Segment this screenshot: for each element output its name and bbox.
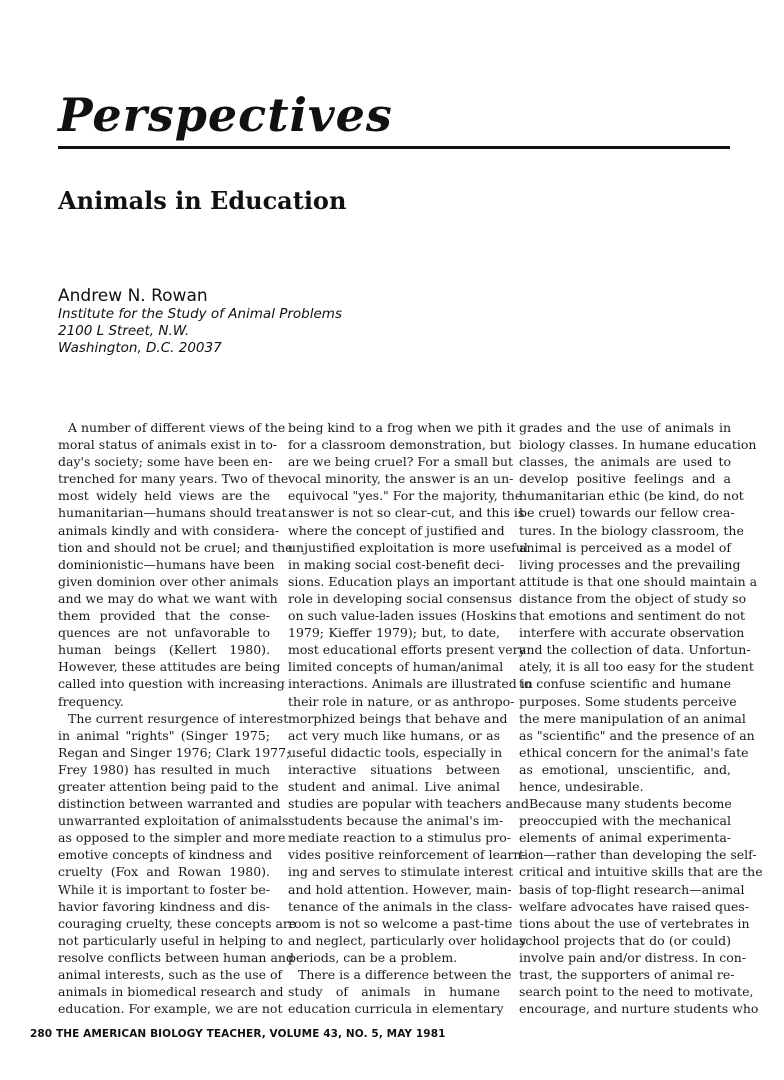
body-text-line: most educational efforts present very: [288, 642, 526, 658]
body-text-line: The current resurgence of interest: [68, 710, 289, 726]
author-address-street: 2100 L Street, N.W.: [58, 323, 190, 339]
author-block: [58, 286, 458, 357]
body-text-line: Because many students become: [529, 796, 732, 812]
body-text-line: studies are popular with teachers and: [288, 796, 529, 812]
body-text-line: classes, the animals are used to: [519, 454, 731, 470]
body-text-line: develop positive feelings and a: [519, 471, 731, 487]
body-text-line: and neglect, particularly over holiday: [288, 932, 527, 948]
body-text-line: resolve conflicts between human and: [58, 949, 294, 965]
body-text-line: trast, the supporters of animal re-: [519, 967, 735, 982]
body-text-line: education. For example, we are not: [58, 1001, 283, 1017]
body-text-line: students because the animal's im-: [288, 813, 504, 829]
body-text-line: as opposed to the simpler and more: [58, 830, 286, 846]
body-text-line: and the collection of data. Unfortun-: [519, 642, 751, 658]
body-text-line: ately, it is all too easy for the student: [519, 659, 754, 675]
body-text-line: quences are not unfavorable to: [58, 625, 270, 641]
body-text-line: attitude is that one should maintain a: [519, 573, 758, 589]
body-text-line: vides positive reinforcement of learn-: [288, 847, 526, 863]
body-text-line: cruelty (Fox and Rowan 1980).: [58, 864, 270, 880]
body-text-line: distinction between warranted and: [58, 796, 281, 812]
body-text-line: animals kindly and with considera-: [58, 522, 280, 538]
body-text-line: basis of top-flight research—animal: [519, 881, 745, 897]
body-text-line: emotive concepts of kindness and: [58, 847, 273, 863]
author-name: Andrew N. Rowan: [58, 286, 208, 306]
body-text-line: There is a difference between the: [298, 967, 512, 982]
author-affiliation: Institute for the Study of Animal Problems: [58, 306, 342, 322]
body-text-line: interfere with accurate observation: [519, 625, 745, 641]
body-text-line: where the concept of justified and: [288, 522, 505, 538]
article-title: Animals in Education: [58, 186, 347, 215]
body-text-line: answer is not so clear-cut, and this is: [288, 505, 525, 521]
body-text-line: search point to the need to motivate,: [519, 984, 754, 1000]
header-rule: [58, 146, 730, 149]
body-text-line: useful didactic tools, especially in: [288, 744, 503, 760]
body-text-line: sions. Education plays an important: [288, 573, 516, 589]
body-text-line: unwarranted exploitation of animals: [58, 813, 289, 829]
body-text-line: involve pain and/or distress. In con-: [519, 949, 747, 965]
body-text-line: hence, undesirable.: [519, 778, 644, 794]
body-text-line: for a classroom demonstration, but: [288, 437, 511, 453]
body-text-line: being kind to a frog when we pith it: [288, 420, 516, 435]
body-text-line: study of animals in humane: [288, 984, 500, 1000]
body-text-line: ing and serves to stimulate interest: [288, 864, 514, 880]
body-text-line: Regan and Singer 1976; Clark 1977;: [58, 744, 291, 760]
body-text-line: frequency.: [58, 693, 124, 709]
body-text-line: animal interests, such as the use of: [58, 967, 283, 982]
body-text-line: tions about the use of vertebrates in: [519, 915, 750, 931]
body-text-line: them provided that the conse-: [58, 608, 270, 624]
body-text-line: grades and the use of animals in: [519, 420, 731, 435]
body-text-line: school projects that do (or could): [519, 932, 731, 948]
body-text-line: in animal "rights" (Singer 1975;: [58, 727, 270, 743]
body-text-line: greater attention being paid to the: [58, 778, 279, 794]
body-text-line: education curricula in elementary: [288, 1001, 504, 1017]
body-text-line: role in developing social consensus: [288, 590, 512, 606]
body-text-line: their role in nature, or as anthropo-: [288, 693, 515, 709]
body-text-line: However, these attitudes are being: [58, 659, 281, 675]
body-text-line: that emotions and sentiment do not: [519, 608, 746, 624]
body-text-line: 1979; Kieffer 1979); but, to date,: [288, 625, 500, 641]
body-text-line: tion and should not be cruel; and the: [58, 539, 293, 555]
body-text-line: distance from the object of study so: [519, 590, 747, 606]
page-footer: 280 THE AMERICAN BIOLOGY TEACHER, VOLUME 43, NO. 5, MAY 1981: [30, 1028, 446, 1040]
body-text-line: tenance of the animals in the class-: [288, 898, 513, 914]
body-text-line: in making social cost-benefit deci-: [288, 556, 505, 572]
body-text-line: room is not so welcome a past-time: [288, 915, 513, 931]
body-text-line: ethical concern for the animal's fate: [519, 744, 749, 760]
body-text-line: equivocal "yes." For the majority, the: [288, 488, 523, 504]
body-text-line: most widely held views are the: [58, 488, 270, 504]
body-text-line: unjustified exploitation is more useful: [288, 539, 528, 555]
body-text-line: mediate reaction to a stimulus pro-: [288, 830, 511, 846]
body-text-line: animal is perceived as a model of: [519, 539, 731, 555]
section-title: Perspectives: [58, 88, 393, 142]
body-text-line: not particularly useful in helping to: [58, 932, 284, 948]
body-column-2: [288, 419, 533, 1017]
author-address-city: Washington, D.C. 20037: [58, 340, 222, 356]
body-text-line: interactive situations between: [288, 761, 500, 777]
body-text-line: be cruel) towards our fellow crea-: [519, 505, 735, 521]
body-text-line: Frey 1980) has resulted in much: [58, 761, 270, 777]
body-text-line: trenched for many years. Two of the: [58, 471, 289, 487]
body-text-line: While it is important to foster be-: [58, 881, 270, 897]
body-text-line: encourage, and nurture students who: [519, 1001, 759, 1017]
body-text-line: preoccupied with the mechanical: [519, 813, 731, 829]
body-text-line: elements of animal experimenta-: [519, 830, 731, 846]
body-text-line: havior favoring kindness and dis-: [58, 898, 270, 914]
body-text-line: welfare advocates have raised ques-: [519, 898, 750, 914]
body-text-line: called into question with increasing: [58, 676, 285, 692]
body-text-line: couraging cruelty, these concepts are: [58, 915, 297, 931]
body-text-line: tures. In the biology classroom, the: [519, 522, 744, 538]
body-text-line: and hold attention. However, main-: [288, 881, 512, 897]
body-text-line: moral status of animals exist in to-: [58, 437, 278, 453]
body-text-line: dominionistic—humans have been: [58, 556, 275, 572]
body-text-line: biology classes. In humane education: [519, 437, 757, 453]
body-text-line: humanitarian ethic (be kind, do not: [519, 488, 744, 504]
body-text-line: to confuse scientific and humane: [519, 676, 731, 692]
body-column-1: [58, 419, 297, 1017]
body-text-line: act very much like humans, or as: [288, 727, 500, 743]
body-text-line: morphized beings that behave and: [288, 710, 508, 726]
body-text-line: day's society; some have been en-: [58, 454, 273, 470]
body-text-line: A number of different views of the: [68, 420, 286, 435]
body-text-line: vocal minority, the answer is an un-: [288, 471, 514, 487]
body-text-line: tion—rather than developing the self-: [519, 847, 757, 863]
body-text-line: are we being cruel? For a small but: [288, 454, 514, 470]
body-text-line: on such value-laden issues (Hoskins: [288, 608, 517, 624]
body-column-3: [519, 419, 763, 1017]
body-text-line: living processes and the prevailing: [519, 556, 741, 572]
body-text-line: limited concepts of human/animal: [288, 659, 504, 675]
body-text-line: animals in biomedical research and: [58, 984, 284, 1000]
body-text-line: critical and intuitive skills that are the: [519, 864, 763, 880]
body-text-line: the mere manipulation of an animal: [519, 710, 746, 726]
body-text-line: as emotional, unscientific, and,: [519, 761, 731, 777]
body-text-line: interactions. Animals are illustrated in: [288, 676, 533, 692]
body-text-line: purposes. Some students perceive: [519, 693, 737, 709]
body-text-line: human beings (Kellert 1980).: [58, 642, 270, 658]
body-text-line: periods, can be a problem.: [288, 949, 458, 965]
body-text-line: and we may do what we want with: [58, 590, 278, 606]
body-text-line: given dominion over other animals: [58, 573, 279, 589]
body-text-line: as "scientific" and the presence of an: [519, 727, 755, 743]
body-text-line: humanitarian—humans should treat: [58, 505, 287, 521]
body-text-line: student and animal. Live animal: [288, 778, 500, 794]
